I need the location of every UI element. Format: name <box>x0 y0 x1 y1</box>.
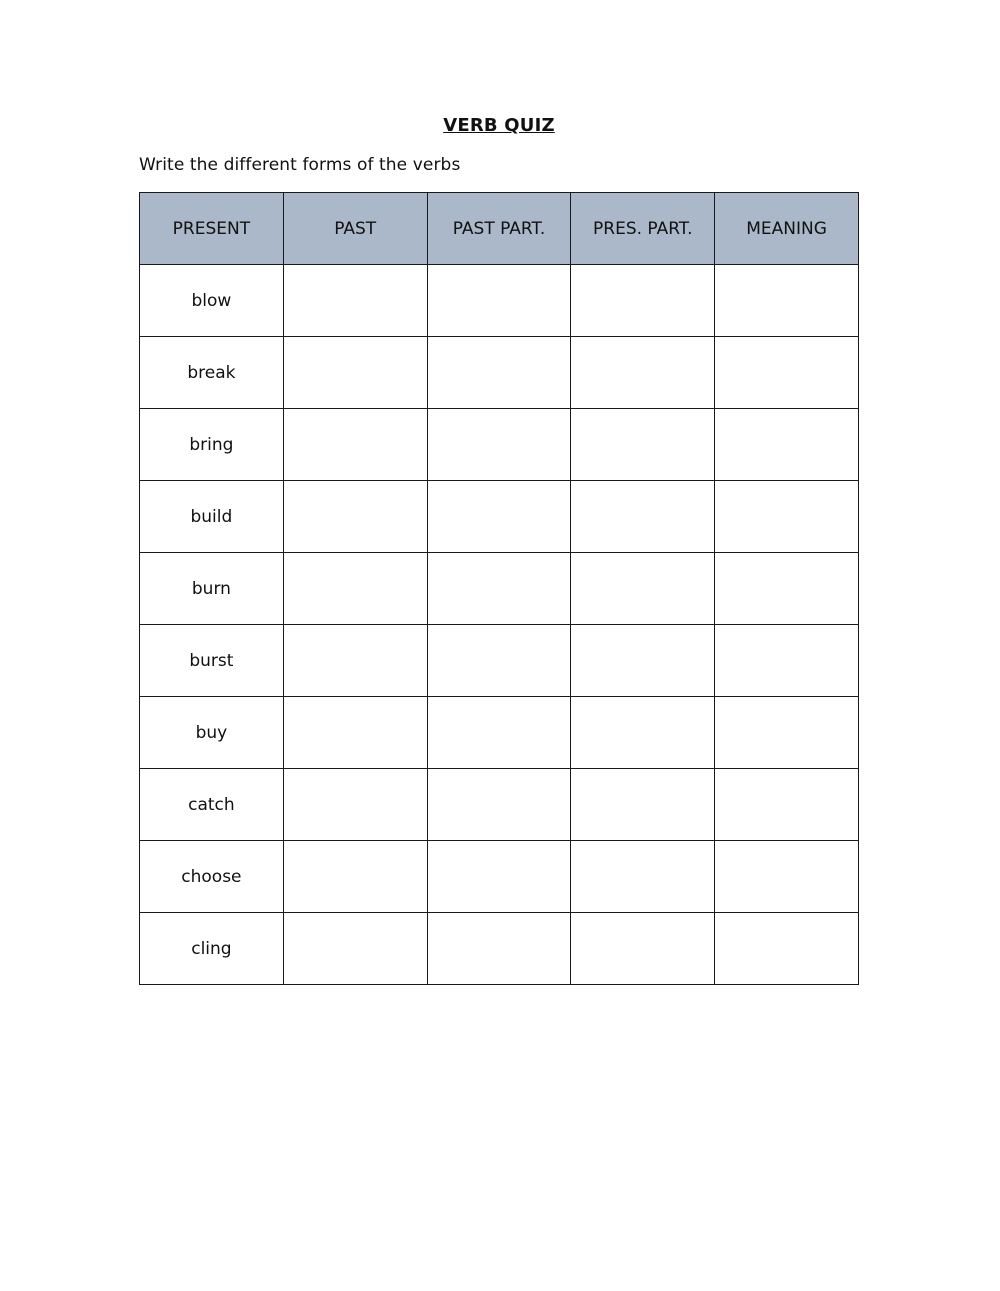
answer-past[interactable] <box>283 841 427 913</box>
answer-past[interactable] <box>283 913 427 985</box>
verb-present: choose <box>140 841 284 913</box>
answer-past-participle[interactable] <box>427 553 571 625</box>
table-body <box>140 265 859 985</box>
answer-present-participle[interactable] <box>571 337 715 409</box>
answer-past-participle[interactable] <box>427 409 571 481</box>
answer-present-participle[interactable] <box>571 409 715 481</box>
header-row <box>140 193 859 265</box>
answer-meaning[interactable] <box>715 841 859 913</box>
answer-meaning[interactable] <box>715 481 859 553</box>
table-row <box>140 841 859 913</box>
answer-present-participle[interactable] <box>571 841 715 913</box>
answer-past-participle[interactable] <box>427 625 571 697</box>
verb-present: burst <box>140 625 284 697</box>
header-past-participle: PAST PART. <box>427 193 571 265</box>
table-row <box>140 769 859 841</box>
answer-present-participle[interactable] <box>571 913 715 985</box>
table-row <box>140 697 859 769</box>
verb-present: bring <box>140 409 284 481</box>
answer-past-participle[interactable] <box>427 481 571 553</box>
table-row <box>140 913 859 985</box>
answer-meaning[interactable] <box>715 625 859 697</box>
table-row <box>140 553 859 625</box>
table-header <box>140 193 859 265</box>
answer-present-participle[interactable] <box>571 769 715 841</box>
table-row <box>140 337 859 409</box>
header-present: PRESENT <box>140 193 284 265</box>
instruction-text: Write the different forms of the verbs <box>139 155 461 175</box>
answer-past-participle[interactable] <box>427 697 571 769</box>
answer-past-participle[interactable] <box>427 769 571 841</box>
answer-past-participle[interactable] <box>427 841 571 913</box>
answer-past[interactable] <box>283 769 427 841</box>
verb-present: blow <box>140 265 284 337</box>
answer-present-participle[interactable] <box>571 481 715 553</box>
answer-meaning[interactable] <box>715 553 859 625</box>
answer-meaning[interactable] <box>715 913 859 985</box>
header-present-participle: PRES. PART. <box>571 193 715 265</box>
answer-past[interactable] <box>283 553 427 625</box>
answer-past[interactable] <box>283 625 427 697</box>
answer-past[interactable] <box>283 409 427 481</box>
answer-past[interactable] <box>283 265 427 337</box>
verb-present: buy <box>140 697 284 769</box>
verb-present: build <box>140 481 284 553</box>
answer-present-participle[interactable] <box>571 697 715 769</box>
table-row <box>140 481 859 553</box>
answer-past[interactable] <box>283 337 427 409</box>
verb-present: cling <box>140 913 284 985</box>
header-meaning: MEANING <box>715 193 859 265</box>
verb-present: burn <box>140 553 284 625</box>
answer-meaning[interactable] <box>715 769 859 841</box>
answer-present-participle[interactable] <box>571 265 715 337</box>
answer-present-participle[interactable] <box>571 553 715 625</box>
header-past: PAST <box>283 193 427 265</box>
table-row <box>140 409 859 481</box>
table-row <box>140 625 859 697</box>
answer-past-participle[interactable] <box>427 913 571 985</box>
verb-table <box>139 192 859 985</box>
answer-past-participle[interactable] <box>427 337 571 409</box>
answer-meaning[interactable] <box>715 337 859 409</box>
verb-present: catch <box>140 769 284 841</box>
table-row <box>140 265 859 337</box>
answer-present-participle[interactable] <box>571 625 715 697</box>
answer-past[interactable] <box>283 697 427 769</box>
answer-meaning[interactable] <box>715 265 859 337</box>
answer-meaning[interactable] <box>715 697 859 769</box>
page-title: VERB QUIZ <box>443 115 555 136</box>
answer-past-participle[interactable] <box>427 265 571 337</box>
answer-past[interactable] <box>283 481 427 553</box>
verb-present: break <box>140 337 284 409</box>
answer-meaning[interactable] <box>715 409 859 481</box>
